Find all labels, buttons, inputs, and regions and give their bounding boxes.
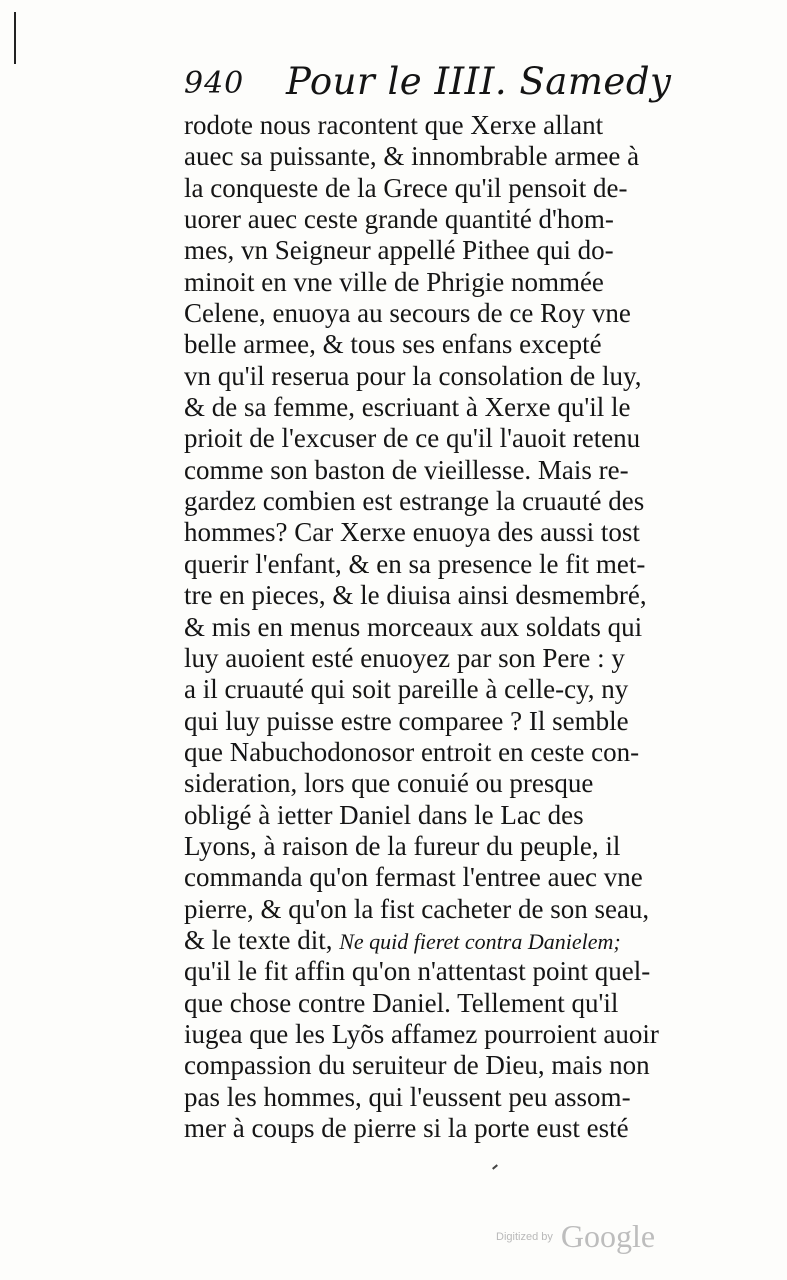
text-line: auec sa puissante, & innombrable armee à — [184, 141, 640, 172]
watermark-brand: Google — [560, 1218, 656, 1254]
text-line: sideration, lors que conuié ou presque — [184, 768, 594, 799]
text-line-with-quote — [184, 925, 684, 956]
text-line: pierre, & qu'on la fist cacheter de son seau, — [184, 893, 650, 924]
ink-speck — [492, 1164, 498, 1169]
text-line: uorer auec ceste grande quantité d'hom- — [184, 204, 614, 235]
page-header — [184, 60, 672, 110]
text-line: que chose contre Daniel. Tellement qu'il — [184, 987, 619, 1018]
running-title: Pour le IIII. Samedy — [286, 60, 672, 103]
text-line: compassion du seruiteur de Dieu, mais non — [184, 1050, 650, 1081]
text-line: a il cruauté qui soit pareille à celle-cy, ny — [184, 674, 629, 705]
latin-quote: Ne quid fieret contra Danielem; — [339, 928, 621, 954]
text-line: la conqueste de la Grece qu'il pensoit de- — [184, 172, 628, 203]
text-segment: & le texte dit, — [184, 924, 333, 955]
text-line: qu'il le fit affin qu'on n'attentast point quel- — [184, 956, 651, 987]
watermark-prefix: Digitized by — [496, 1230, 553, 1243]
text-line: Lyons, à raison de la fureur du peuple, il — [184, 830, 621, 861]
text-line: gardez combien est estrange la cruauté des — [184, 486, 645, 517]
text-line: & mis en menus morceaux aux soldats qui — [184, 611, 643, 642]
text-line: querir l'enfant, & en sa presence le fit met- — [184, 548, 646, 579]
text-line: vn qu'il reserua pour la consolation de luy, — [184, 360, 642, 391]
page-edge-mark — [14, 12, 16, 64]
text-line: iugea que les Lyõs affamez pourroient auoir — [184, 1018, 659, 1049]
text-line: pas les hommes, qui l'eussent peu assom- — [184, 1081, 631, 1112]
text-line: & de sa femme, escriuant à Xerxe qu'il le — [184, 392, 631, 423]
text-line: mer à coups de pierre si la porte eust esté — [184, 1113, 629, 1143]
text-line: mes, vn Seigneur appellé Pithee qui do- — [184, 235, 614, 266]
text-line: comme son baston de vieillesse. Mais re- — [184, 454, 629, 485]
digitization-watermark — [496, 1218, 655, 1255]
body-text — [184, 110, 684, 1144]
text-line: obligé à ietter Daniel dans le Lac des — [184, 799, 584, 830]
text-line: belle armee, & tous ses enfans excepté — [184, 329, 602, 360]
text-line: que Nabuchodonosor entroit en ceste con- — [184, 736, 640, 767]
text-line: prioit de l'excuser de ce qu'il l'auoit retenu — [184, 423, 641, 454]
text-line: minoit en vne ville de Phrigie nommée — [184, 266, 604, 297]
text-line: Celene, enuoya au secours de ce Roy vne — [184, 298, 631, 329]
text-line: qui luy puisse estre comparee ? Il semble — [184, 705, 629, 736]
text-line: commanda qu'on fermast l'entree auec vne — [184, 862, 643, 893]
text-line: hommes? Car Xerxe enuoya des aussi tost — [184, 517, 640, 548]
text-line: rodote nous racontent que Xerxe allant — [184, 110, 604, 140]
page-number: 940 — [184, 66, 245, 101]
text-line: luy auoient esté enuoyez par son Pere : y — [184, 642, 625, 673]
text-line: tre en pieces, & le diuisa ainsi desmembré, — [184, 580, 647, 611]
